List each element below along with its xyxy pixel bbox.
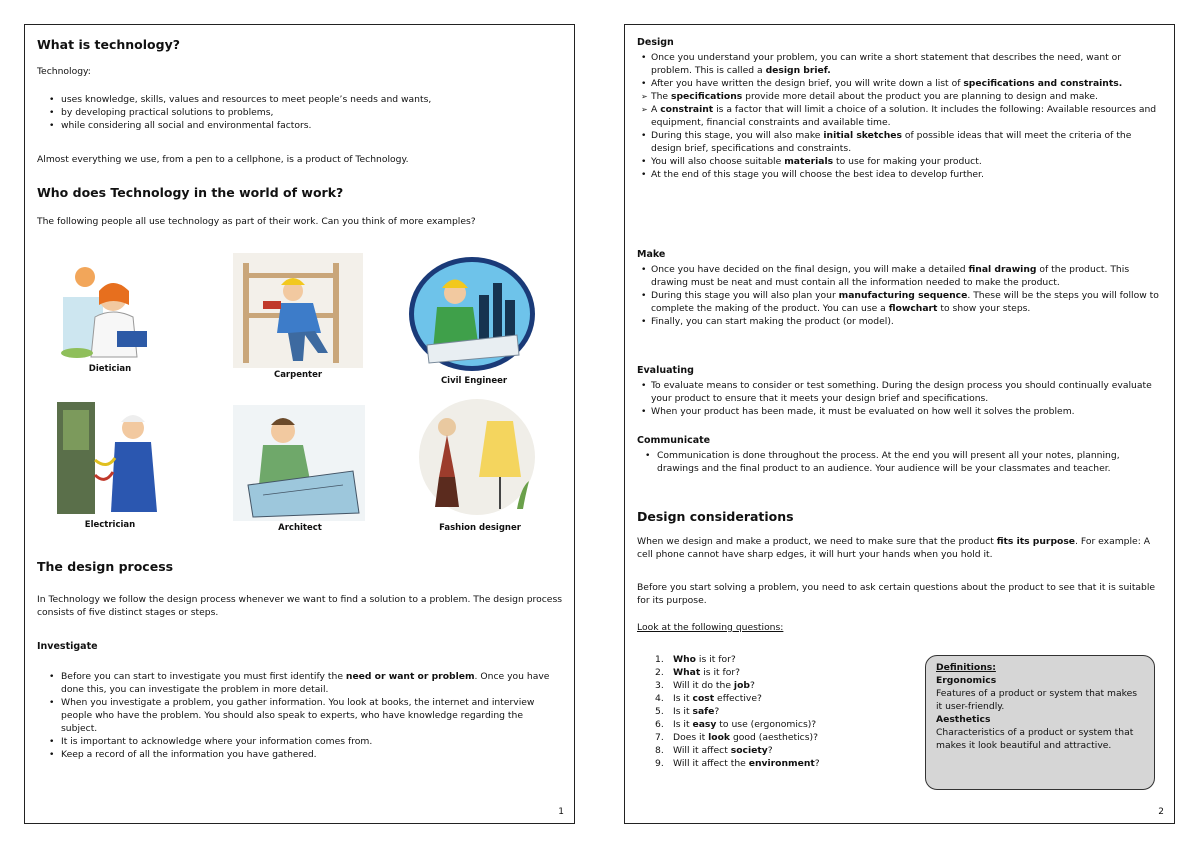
aesthetics-term: Aesthetics [936,714,991,725]
make-list [635,263,1162,328]
list-item: • Once you understand your problem, you can write a short statement that describes the need, want or problem. This is called a design brief. [635,51,1162,77]
heading-design-process: The design process [37,559,174,574]
people-intro: The following people all use technology as part of their work. Can you think of more examples? [37,216,476,227]
investigate-heading: Investigate [37,641,98,652]
technology-label: Technology: [37,66,91,77]
list-item: • After you have written the design brief, you will write down a list of specifications and constraints. ➢ The specifications provide more detail about the product you are planning to design and make. ➢ A constraint is a factor that will limit a choice of a solution. It includes the following: Available resources and equipment, financial constraints and available time. [635,77,1162,129]
list-item: • When your product has been made, it must be evaluated on how well it solves the problem. [635,405,1162,418]
almost-everything-text: Almost everything we use, from a pen to a cellphone, is a product of Technology. [37,154,409,165]
list-item: • by developing practical solutions to problems, [39,106,562,119]
technology-points [39,93,562,132]
page-2 [624,24,1175,824]
list-item: • Once you have decided on the final design, you will make a detailed final drawing of the product. This drawing must be neat and must contain all the information needed to make the product. [635,263,1162,289]
communicate-heading: Communicate [637,435,711,446]
design-process-intro: In Technology we follow the design process whenever we want to find a solution to a problem. The design process consists of five distinct stages or steps. [37,594,563,618]
list-item: • When you investigate a problem, you gather information. You look at books, the internet and interview people who have the problem. You should also speak to experts, who have knowledge regarding the subject. [39,696,560,735]
carpenter-image [233,253,363,368]
heading-what-is-technology: What is technology? [37,37,180,52]
look-at-questions: Look at the following questions: [637,622,784,633]
list-item: • It is important to acknowledge where your information comes from. [39,735,560,748]
list-item: 9. Will it affect the environment? [655,758,820,769]
ergonomics-definition: Features of a product or system that makes it user-friendly. [936,688,1138,712]
civil-engineer-image [407,255,537,373]
questions-list [637,653,927,770]
caption-electrician: Electrician [84,520,136,530]
list-item: 8. Will it affect society? [655,745,773,756]
dietician-image [55,257,165,362]
list-item: • During this stage you will also plan your manufacturing sequence. These will be the steps you will follow to complete the making of the product. You can use a flowchart to show your steps. [635,289,1162,315]
design-considerations-text: When we design and make a product, we need to make sure that the product fits its purpose. For example: A cell phone cannot have sharp edges, it will hurt your hands when you hold it. [637,536,1151,560]
design-heading: Design [637,37,674,48]
design-considerations-heading: Design considerations [637,509,794,524]
caption-carpenter: Carpenter [273,370,323,380]
sub-item: ➢ The specifications provide more detail about the product you are planning to design and make. [635,90,1162,103]
list-item: 3. Will it do the job? [655,680,755,691]
sub-item: ➢ A constraint is a factor that will limit a choice of a solution. It includes the following: Available resources and equipment, financial constraints and available time. [635,103,1162,129]
evaluating-list [635,379,1162,418]
aesthetics-definition: Characteristics of a product or system that makes it look beautiful and attractive. [936,727,1134,751]
caption-dietician: Dietician [88,364,132,374]
list-item: • You will also choose suitable materials to use for making your product. [635,155,1162,168]
list-item: 2. What is it for? [655,667,741,678]
before-you-start-text: Before you start solving a problem, you need to ask certain questions about the product to see that it is suitable for its purpose. [637,582,1156,606]
page-number: 1 [558,807,564,817]
design-list [635,51,1162,181]
definitions-box [925,655,1155,790]
list-item: • To evaluate means to consider or test something. During the design process you should continually evaluate your product to ensure that it meets your design brief and specifications. [635,379,1162,405]
ergonomics-term: Ergonomics [936,675,997,686]
list-item: 1. Who is it for? [655,654,736,665]
list-item: • Finally, you can start making the product (or model). [635,315,1162,328]
caption-architect: Architect [278,523,322,533]
fashion-designer-image [417,397,537,517]
list-item: • while considering all social and environmental factors. [39,119,562,132]
list-item: • Communication is done throughout the process. At the end you will present all your notes, planning, drawings and the final product to an audience. Your audience will be your classmates and teacher. [635,449,1162,475]
electrician-image [55,400,165,518]
caption-fashion-designer: Fashion designer [439,523,521,533]
list-item: • uses knowledge, skills, values and resources to meet people’s needs and wants, [39,93,562,106]
caption-civil-engineer: Civil Engineer [440,376,508,386]
list-item: • During this stage, you will also make initial sketches of possible ideas that will meet the criteria of the design brief, specifications and constraints. [635,129,1162,155]
list-item: 5. Is it safe? [655,706,720,717]
communicate-list [635,449,1162,475]
list-item: 4. Is it cost effective? [655,693,762,704]
heading-who-does-technology: Who does Technology in the world of work? [37,185,344,200]
evaluating-heading: Evaluating [637,365,694,376]
list-item: 7. Does it look good (aesthetics)? [655,732,818,743]
list-item: 6. Is it easy to use (ergonomics)? [655,719,817,730]
list-item: • At the end of this stage you will choose the best idea to develop further. [635,168,1162,181]
architect-image [233,405,365,521]
list-item: • Before you can start to investigate you must first identify the need or want or problem. Once you have done this, you can investigate the problem in more detail. [39,670,560,696]
make-heading: Make [637,249,666,260]
list-item: • Keep a record of all the information you have gathered. [39,748,560,761]
investigate-list [39,670,560,761]
page-1 [24,24,575,824]
definitions-title: Definitions: [936,662,996,673]
page-number: 2 [1158,807,1164,817]
